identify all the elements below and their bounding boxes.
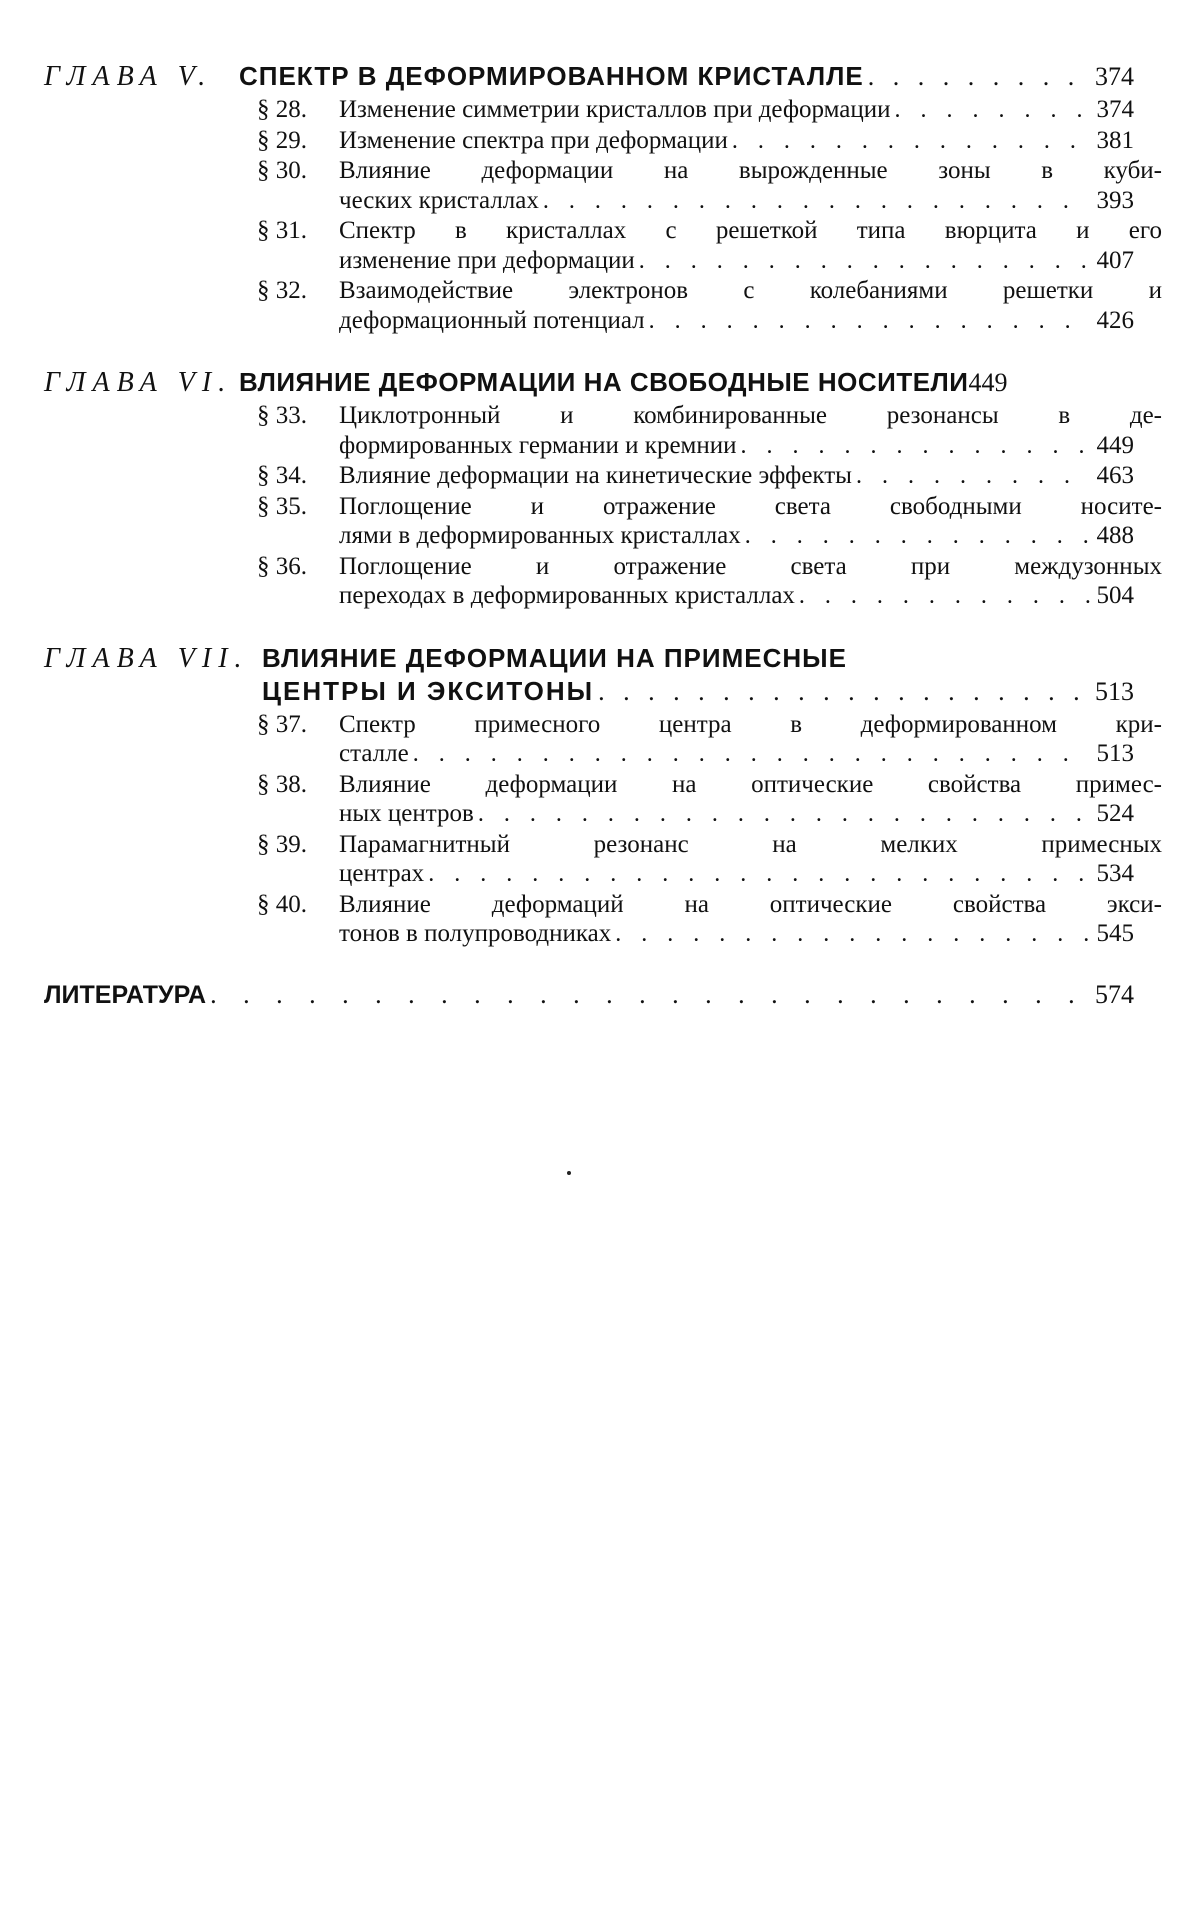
section-entry — [257, 216, 1162, 276]
section-title: изменение при деформации — [339, 246, 635, 274]
dot-leader — [594, 676, 1090, 708]
chapter-heading — [44, 642, 1134, 675]
section-entry — [257, 156, 1162, 216]
page-number: 545 — [1096, 920, 1134, 947]
chapter-title: ВЛИЯНИЕ ДЕФОРМАЦИИ НА СВОБОДНЫЕ НОСИТЕЛИ — [239, 367, 969, 397]
chapter-5 — [44, 60, 1162, 336]
dot-leader — [611, 920, 1090, 950]
page-number: 524 — [1096, 800, 1134, 827]
section-list — [257, 95, 1162, 336]
section-entry — [257, 401, 1162, 461]
dot-leader — [852, 462, 1090, 492]
dot-leader — [424, 860, 1090, 890]
literature-title: ЛИТЕРАТУРА — [44, 980, 207, 1009]
section-entry — [257, 830, 1162, 890]
section-entry — [257, 710, 1162, 770]
page-number: 374 — [1096, 96, 1134, 123]
chapter-heading — [44, 366, 1134, 399]
section-number: § 29. — [257, 126, 307, 154]
dot-leader — [795, 582, 1090, 612]
section-number: § 32. — [257, 277, 307, 304]
section-entry — [257, 492, 1162, 552]
section-title: переходах в деформированных кристаллах — [339, 582, 795, 609]
section-title-line: Влияние деформации на оптические свойства примес- — [339, 770, 1162, 798]
dot-leader — [645, 307, 1090, 337]
chapter-title: ВЛИЯНИЕ ДЕФОРМАЦИИ НА ПРИМЕСНЫЕ — [262, 642, 847, 673]
section-entry — [257, 770, 1162, 830]
chapter-label: ГЛАВА VI. — [44, 367, 233, 398]
print-speck — [567, 1171, 571, 1175]
page-number: 381 — [1096, 126, 1134, 154]
chapter-title-line-2: ЦЕНТРЫ И ЭКСИТОНЫ — [262, 675, 595, 706]
section-title-line: Поглощение и отражение света свободными носите- — [339, 492, 1162, 520]
section-title-line: Взаимодействие электронов с колебаниями решетки и — [339, 277, 1162, 304]
section-title: деформационный потенциал — [339, 306, 645, 334]
dot-leader — [206, 980, 1090, 1010]
page-number: 463 — [1096, 462, 1134, 489]
section-list — [257, 710, 1162, 950]
page-number: 513 — [1096, 740, 1134, 767]
dot-leader — [737, 432, 1091, 462]
section-title: сталле — [339, 740, 409, 767]
section-title: тонов в полупроводниках — [339, 920, 612, 947]
chapter-heading-continued — [44, 675, 1134, 708]
page-number: 393 — [1096, 186, 1134, 214]
page-number: 574 — [1095, 979, 1134, 1009]
page-number: 374 — [1095, 62, 1134, 91]
chapter-label: ГЛАВА V. — [44, 61, 213, 92]
section-title: ческих кристаллах — [339, 186, 539, 214]
section-entry — [257, 890, 1162, 950]
section-title-line: Циклотронный и комбинированные резонансы в де- — [339, 402, 1162, 429]
dot-leader — [728, 127, 1090, 157]
section-title: центрах — [339, 860, 425, 887]
section-title: Изменение спектра при деформации — [339, 126, 728, 154]
section-number: § 38. — [257, 770, 307, 798]
page-number: 504 — [1096, 582, 1134, 609]
chapter-label: ГЛАВА VII. — [44, 642, 249, 674]
dot-leader — [409, 740, 1090, 770]
page-number: 407 — [1096, 246, 1134, 274]
section-number: § 30. — [257, 157, 307, 184]
section-title: Изменение симметрии кристаллов при деформации — [339, 96, 891, 123]
section-title: формированных германии и кремнии — [339, 431, 737, 459]
table-of-contents — [44, 60, 1162, 1010]
section-title: Влияние деформации на кинетические эффекты — [339, 462, 852, 489]
section-title-line: Поглощение и отражение света при междузонных — [339, 552, 1162, 580]
dot-leader — [891, 96, 1090, 126]
section-entry — [257, 276, 1162, 336]
dot-leader — [474, 800, 1090, 830]
section-number: § 39. — [257, 830, 307, 858]
page-number: 534 — [1096, 860, 1134, 887]
chapter-heading — [44, 60, 1134, 93]
section-number: § 33. — [257, 402, 307, 429]
dot-leader — [635, 247, 1090, 277]
dot-leader — [741, 522, 1090, 552]
section-number: § 28. — [257, 96, 307, 123]
section-entry — [257, 126, 1134, 157]
page-number: 513 — [1095, 676, 1134, 706]
chapter-6 — [44, 366, 1162, 612]
section-number: § 31. — [257, 217, 307, 244]
page-number: 488 — [1096, 522, 1134, 549]
section-title-line: Влияние деформаций на оптические свойства экси- — [339, 890, 1162, 918]
dot-leader — [539, 187, 1090, 217]
section-entry — [257, 552, 1162, 612]
section-entry — [257, 461, 1134, 492]
section-title: лями в деформированных кристаллах — [339, 522, 741, 549]
section-title-line: Спектр в кристаллах с решеткой типа вюрцита и его — [339, 217, 1162, 244]
section-list — [257, 401, 1162, 612]
section-number: § 34. — [257, 462, 307, 489]
page-number: 426 — [1096, 306, 1134, 334]
section-title-line: Парамагнитный резонанс на мелких примесных — [339, 830, 1162, 858]
chapter-title: СПЕКТР В ДЕФОРМИРОВАННОМ КРИСТАЛЛЕ — [239, 61, 864, 91]
section-title-line: Влияние деформации на вырожденные зоны в куби- — [339, 157, 1162, 184]
section-number: § 40. — [257, 890, 307, 918]
section-title-line: Спектр примесного центра в деформированном кри- — [339, 710, 1162, 738]
section-entry — [257, 95, 1134, 126]
literature-entry — [44, 980, 1134, 1010]
page-number: 449 — [968, 368, 1008, 397]
section-title: ных центров — [339, 800, 474, 827]
page-number: 449 — [1096, 431, 1134, 459]
section-number: § 35. — [257, 492, 307, 520]
chapter-7 — [44, 642, 1162, 950]
section-number: § 37. — [257, 710, 307, 738]
dot-leader — [864, 61, 1090, 93]
section-number: § 36. — [257, 552, 307, 580]
